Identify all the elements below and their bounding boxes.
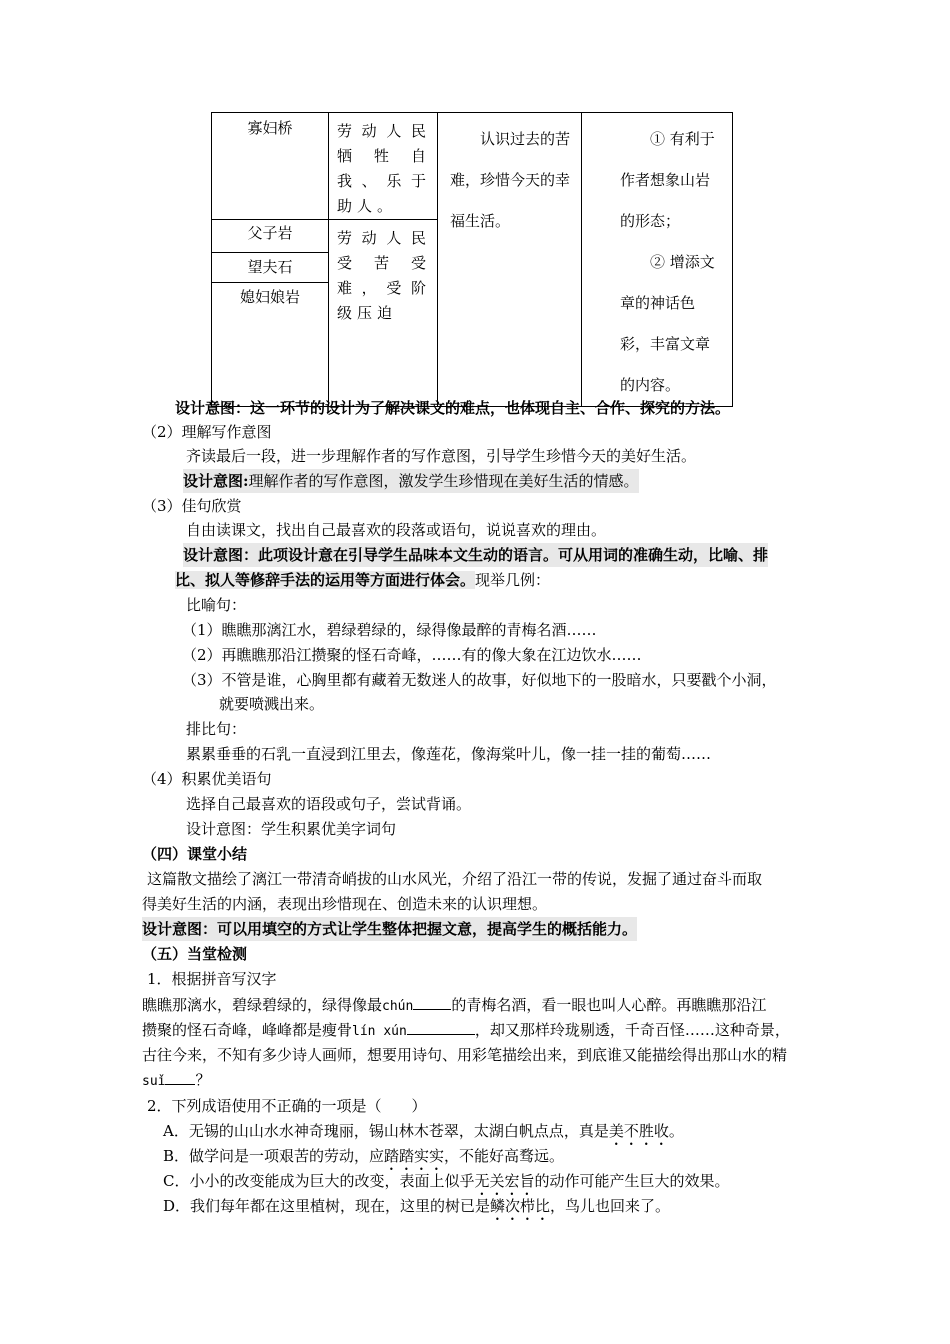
meaning-cell: 认识过去的苦难，珍惜今天的幸福生活。 — [438, 113, 582, 407]
option-a[interactable]: A．无锡的山山水水神奇瑰丽，锡山林木苍翠，太湖白帆点点，真是美不胜收。 — [163, 1122, 684, 1140]
example-sentence: （2）再瞧瞧那沿江攒聚的怪石奇峰，……有的像大象在江边饮水…… — [182, 646, 642, 664]
effect-cell — [582, 113, 733, 407]
question-title: 1．根据拼音写汉字 — [147, 970, 277, 988]
option-c[interactable]: C．小小的改变能成为巨大的改变，表面上似乎无关宏旨的动作可能产生巨大的效果。 — [163, 1172, 730, 1190]
design-intent-4: 设计意图：学生积累优美字词句 — [186, 820, 397, 838]
example-sentence: （1）瞧瞧那漓江水，碧绿碧绿的，绿得像最醉的青梅名酒…… — [182, 621, 597, 639]
pinyin-hint: lín xún — [352, 1024, 407, 1039]
legend-name-cell: 望夫石 — [212, 253, 329, 283]
answer-blank[interactable] — [407, 1018, 475, 1035]
example-sentence: （3）不管是谁，心胸里都有藏着无数迷人的故事，好似地下的一股暗水，只要戳个小洞， — [182, 671, 777, 689]
example-sentence-cont: 就要喷溅出来。 — [219, 695, 325, 713]
section-heading: （2）理解写作意图 — [142, 423, 272, 441]
section-heading: （3）佳句欣赏 — [142, 497, 242, 515]
fill-blank-line: suǐ ？ — [142, 1068, 211, 1094]
legend-table — [211, 112, 733, 407]
option-b[interactable]: B．做学问是一项艰苦的劳动，应踏踏实实，不能好高骛远。 — [163, 1147, 565, 1165]
effect-two: ② 增添文章的神话色彩，丰富文章的内容。 — [620, 253, 715, 394]
subheading: 比喻句： — [186, 596, 247, 614]
section-heading: （四）课堂小结 — [142, 845, 248, 863]
paragraph-text: 自由读课文，找出自己最喜欢的段落或语句，说说喜欢的理由。 — [186, 521, 607, 539]
design-intent-2: 设计意图:理解作者的写作意图，激发学生珍惜现在美好生活的情感。 — [183, 469, 639, 493]
effect-one: ① 有利于作者想象山岩的形态； — [620, 130, 715, 230]
option-d[interactable]: D．我们每年都在这里植树，现在，这里的树已是鳞次栉比，鸟儿也回来了。 — [163, 1197, 671, 1215]
legend-name-cell: 寡妇桥 — [212, 113, 329, 220]
design-intent-1: 设计意图：这一环节的设计为了解决课文的难点，也体现自主、合作、探究的方法。 — [175, 399, 731, 417]
pinyin-hint: chún — [382, 999, 414, 1014]
design-intent-3: 设计意图：此项设计意在引导学生品味本文生动的语言。可从用词的准确生动，比喻、排 — [183, 543, 768, 567]
example-sentence: 累累垂垂的石乳一直浸到江里去，像莲花，像海棠叶儿，像一挂一挂的葡萄…… — [186, 745, 712, 763]
answer-blank[interactable] — [165, 1068, 195, 1085]
legend-desc-cell: 劳动人民受苦受难，受阶级压迫 — [329, 220, 438, 407]
design-intent-5: 设计意图：可以用填空的方式让学生整体把握文意，提高学生的概括能力。 — [142, 917, 637, 941]
fill-blank-line: 古往今来，不知有多少诗人画师，想要用诗句、用彩笔描绘出来，到底谁又能描绘得出那山水的精 — [142, 1046, 788, 1064]
paragraph-text: 齐读最后一段，进一步理解作者的写作意图，引导学生珍惜今天的美好生活。 — [186, 447, 697, 465]
legend-name-cell: 父子岩 — [212, 220, 329, 253]
fill-blank-line: 瞧瞧那漓水，碧绿碧绿的，绿得像最chún 的青梅名酒，看一眼也叫人心醉。再瞧瞧那沿江 — [142, 993, 766, 1019]
fill-blank-line: 攒聚的怪石奇峰，峰峰都是瘦骨lín xún ，却又那样玲珑剔透，千奇百怪……这种奇景， — [142, 1018, 790, 1044]
question-title: 2．下列成语使用不正确的一项是（ ） — [147, 1097, 427, 1115]
paragraph-text: 得美好生活的内涵，表现出珍惜现在、创造未来的认识理想。 — [142, 895, 548, 913]
section-heading: （4）积累优美语句 — [142, 770, 272, 788]
legend-desc-cell: 劳动人民牺牲自我、乐于助人。 — [329, 113, 438, 220]
legend-name-cell: 媳妇娘岩 — [212, 283, 329, 407]
section-heading: （五）当堂检测 — [142, 945, 248, 963]
answer-blank[interactable] — [413, 993, 451, 1010]
subheading: 排比句： — [186, 720, 247, 738]
design-intent-3-cont: 比、拟人等修辞手法的运用等方面进行体会。现举几例： — [175, 571, 551, 589]
paragraph-text: 选择自己最喜欢的语段或句子，尝试背诵。 — [186, 795, 472, 813]
pinyin-hint: suǐ — [142, 1074, 166, 1089]
paragraph-text: 这篇散文描绘了漓江一带清奇峭拔的山水风光，介绍了沿江一带的传说，发掘了通过奋斗而取 — [147, 870, 763, 888]
